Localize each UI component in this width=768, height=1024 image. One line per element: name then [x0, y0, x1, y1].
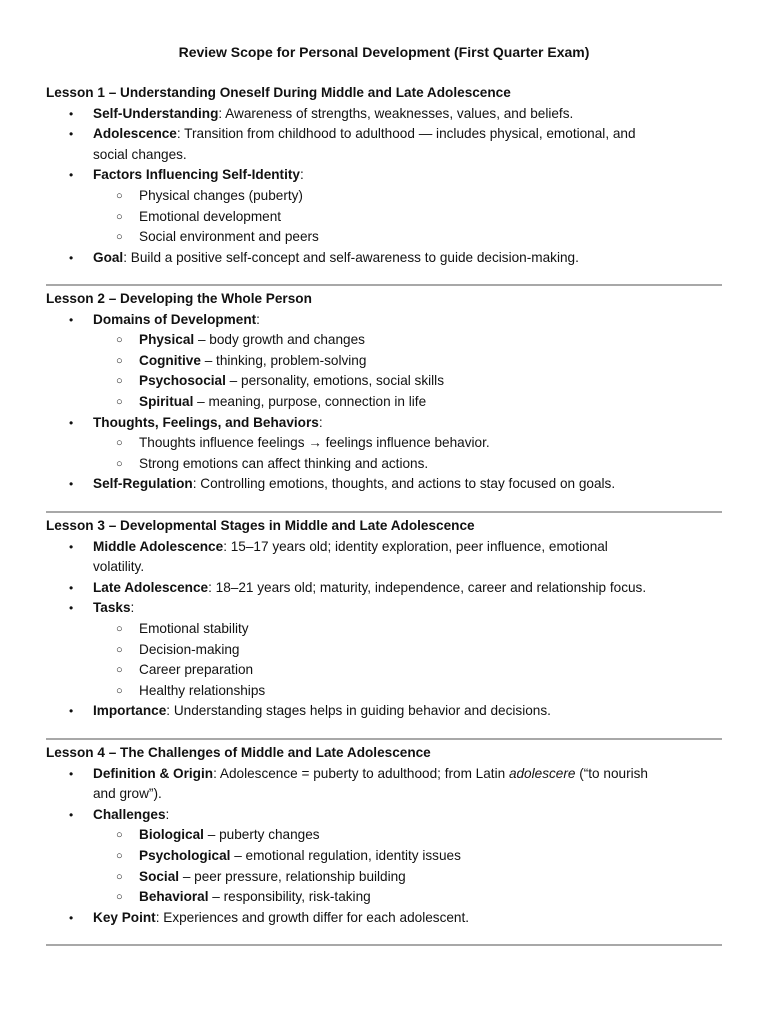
circle-bullet-icon: ○: [116, 664, 123, 677]
definition: : Transition from childhood to adulthood — includes physical, emotional, and: [176, 126, 636, 142]
definition: – meaning, purpose, connection in life: [193, 393, 427, 409]
sub-list-item: [46, 186, 722, 207]
circle-bullet-icon: ○: [116, 891, 123, 904]
term: Self-Understanding: [93, 105, 219, 121]
list-item: [46, 104, 722, 125]
sub-list-item: [46, 330, 722, 351]
latin-word: adolescere: [508, 765, 576, 781]
list-item: [46, 165, 722, 186]
term: Physical: [139, 332, 195, 348]
circle-bullet-icon: ○: [116, 189, 123, 202]
definition: – emotional regulation, identity issues: [230, 847, 461, 863]
definition: – thinking, problem-solving: [200, 352, 367, 368]
sub-list-item: [46, 371, 722, 392]
sub-list-item: [46, 351, 722, 372]
bullet-icon: •: [69, 601, 74, 616]
sub-item-text: Social environment and peers: [139, 229, 319, 245]
term: Domains of Development: [93, 311, 257, 327]
definition: : Controlling emotions, thoughts, and actions to stay focused on goals.: [192, 476, 616, 492]
definition: : 18–21 years old; maturity, independence, career and relationship focus.: [208, 579, 647, 595]
circle-bullet-icon: ○: [116, 457, 123, 470]
sub-list-item: [46, 681, 722, 702]
definition-end: (“to nourish: [575, 765, 648, 781]
section-divider: [46, 738, 722, 740]
sub-list-item: [46, 227, 722, 248]
term: Cognitive: [139, 352, 201, 368]
list-item: [46, 805, 722, 826]
list-item: [46, 413, 722, 434]
term: Biological: [139, 827, 204, 843]
term: Spiritual: [139, 393, 194, 409]
bullet-icon: •: [69, 539, 74, 554]
bullet-icon: •: [69, 106, 74, 121]
circle-bullet-icon: ○: [116, 210, 123, 223]
circle-bullet-icon: ○: [116, 849, 123, 862]
list-item: [46, 310, 722, 331]
term: Social: [139, 868, 180, 884]
term: Psychological: [139, 847, 231, 863]
list-item-continuation: volatility.: [93, 559, 145, 575]
sub-list-item: [46, 433, 722, 454]
definition: – personality, emotions, social skills: [225, 373, 444, 389]
list-item: [46, 578, 722, 599]
sub-item-text: Emotional stability: [139, 620, 249, 636]
sub-list-item: [46, 660, 722, 681]
definition: : Build a positive self-concept and self-awareness to guide decision-making.: [123, 249, 579, 265]
sub-list-item: [46, 825, 722, 846]
circle-bullet-icon: ○: [116, 684, 123, 697]
circle-bullet-icon: ○: [116, 622, 123, 635]
circle-bullet-icon: ○: [116, 354, 123, 367]
sub-item-text: Healthy relationships: [139, 682, 266, 698]
list-item-continuation: social changes.: [93, 146, 187, 162]
lesson-heading: Lesson 3 – Developmental Stages in Middle and Late Adolescence: [46, 518, 475, 533]
circle-bullet-icon: ○: [116, 437, 123, 450]
definition: :: [299, 167, 304, 183]
bullet-icon: •: [69, 704, 74, 719]
sub-item-text: Physical changes (puberty): [139, 187, 303, 203]
circle-bullet-icon: ○: [116, 870, 123, 883]
bullet-icon: •: [69, 766, 74, 781]
list-item: [46, 701, 722, 722]
list-item: [46, 248, 722, 269]
definition: :: [165, 806, 170, 822]
term: Goal: [93, 249, 124, 265]
sub-item-text: Decision-making: [139, 641, 240, 657]
bullet-icon: •: [69, 807, 74, 822]
definition: : Experiences and growth differ for each adolescent.: [155, 909, 470, 925]
circle-bullet-icon: ○: [116, 395, 123, 408]
term: Key Point: [93, 909, 156, 925]
sub-item-text: Thoughts influence feelings → feelings influence behavior.: [139, 435, 490, 451]
definition: – responsibility, risk-taking: [208, 889, 371, 905]
definition: : Adolescence = puberty to adulthood; from Latin: [213, 765, 509, 781]
bullet-icon: •: [69, 910, 74, 925]
list-item: [46, 474, 722, 495]
sub-list-item: [46, 207, 722, 228]
lesson-3-section: [46, 516, 722, 722]
definition: :: [256, 311, 260, 327]
term: Behavioral: [139, 889, 209, 905]
lesson-heading: Lesson 2 – Developing the Whole Person: [46, 291, 312, 306]
bullet-icon: •: [69, 250, 74, 265]
bullet-icon: •: [69, 168, 74, 183]
term: Late Adolescence: [93, 579, 209, 595]
list-item: [46, 908, 722, 929]
sub-list-item: [46, 640, 722, 661]
term: Adolescence: [93, 126, 177, 142]
lesson-heading: Lesson 4 – The Challenges of Middle and Late Adolescence: [46, 745, 431, 760]
sub-list-item: [46, 619, 722, 640]
bullet-icon: •: [69, 580, 74, 595]
term: Challenges: [93, 806, 166, 822]
definition: : Understanding stages helps in guiding behavior and decisions.: [166, 703, 551, 719]
sub-item-text: Strong emotions can affect thinking and actions.: [139, 455, 429, 471]
lesson-2-section: [46, 289, 722, 495]
definition: :: [318, 414, 323, 430]
bullet-icon: •: [69, 312, 74, 327]
circle-bullet-icon: ○: [116, 375, 123, 388]
section-divider: [46, 284, 722, 286]
lesson-4-section: [46, 743, 722, 928]
section-divider: [46, 511, 722, 513]
term: Definition & Origin: [93, 765, 214, 781]
term: Tasks: [93, 600, 131, 616]
definition: – body growth and changes: [194, 332, 365, 348]
lesson-heading: Lesson 1 – Understanding Oneself During Middle and Late Adolescence: [46, 85, 511, 100]
definition: :: [130, 600, 135, 616]
lesson-1-section: [46, 83, 722, 268]
term: Thoughts, Feelings, and Behaviors: [93, 414, 319, 430]
circle-bullet-icon: ○: [116, 334, 123, 347]
sub-list-item: [46, 454, 722, 475]
circle-bullet-icon: ○: [116, 829, 123, 842]
bullet-icon: •: [69, 127, 74, 142]
definition: : Awareness of strengths, weaknesses, values, and beliefs.: [218, 105, 574, 121]
section-divider: [46, 944, 722, 946]
sub-item-text: Emotional development: [139, 208, 282, 224]
document-title: Review Scope for Personal Development (First Quarter Exam): [178, 44, 590, 60]
definition: – peer pressure, relationship building: [179, 868, 406, 884]
sub-list-item: [46, 846, 722, 867]
list-item: [46, 124, 722, 145]
term: Psychosocial: [139, 373, 226, 389]
circle-bullet-icon: ○: [116, 231, 123, 244]
sub-item-text: Career preparation: [139, 662, 254, 678]
sub-list-item: [46, 867, 722, 888]
list-item-continuation: and grow”).: [93, 786, 162, 802]
circle-bullet-icon: ○: [116, 643, 123, 656]
list-item: [46, 598, 722, 619]
bullet-icon: •: [69, 477, 74, 492]
list-item: [46, 764, 722, 785]
bullet-icon: •: [69, 415, 74, 430]
term: Importance: [93, 703, 167, 719]
term: Self-Regulation: [93, 476, 193, 492]
list-item: [46, 537, 722, 558]
sub-list-item: [46, 392, 722, 413]
sub-list-item: [46, 887, 722, 908]
definition: – puberty changes: [203, 827, 320, 843]
definition: : 15–17 years old; identity exploration, peer influence, emotional: [223, 538, 608, 554]
term: Factors Influencing Self-Identity: [93, 167, 300, 183]
term: Middle Adolescence: [93, 538, 224, 554]
